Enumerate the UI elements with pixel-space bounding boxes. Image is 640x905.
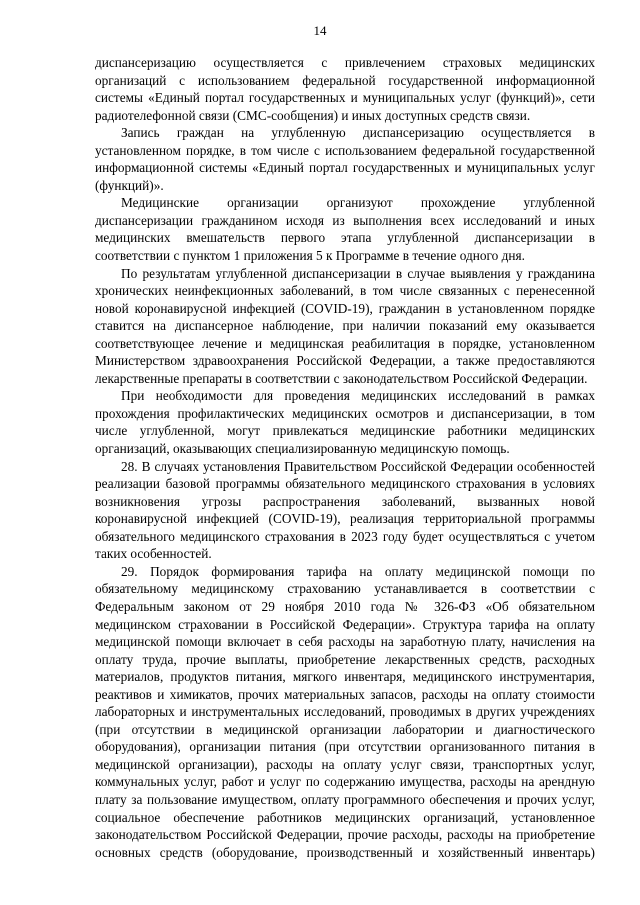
paragraph-item-28: 28. В случаях установления Правительством Российской Федерации особенностей реализации базовой программы обязательного медицинского страхования в условиях возникновения угрозы распространения заболеваний, вызванных новой коронавирусной инфекцией (COVID-19), реализация территориальной программы обязательного медицинского страхования в 2023 году будет осуществляться с учетом таких особенностей. (95, 458, 595, 562)
paragraph-specialists-involvement: При необходимости для проведения медицинских исследований в рамках прохождения профилактических медицинских осмотров и диспансеризации, в том числе углубленной, могут привлекаться медицинские работники медицинских организаций, оказывающих специализированную медицинскую помощь. (95, 388, 595, 457)
document-body (95, 54, 595, 861)
page-number: 14 (313, 23, 327, 38)
paragraph-dispensary-results: По результатам углубленной диспансеризации в случае выявления у гражданина хронических неинфекционных заболеваний, в том числе связанных с перенесенной новой коронавирусной инфекцией (COVID-19), гражданин в установленном порядке ставится на диспансерное наблюдение, при наличии показаний ему оказывается соответствующее лечение и медицинская реабилитация в порядке, установленном Министерством здравоохранения Российской Федерации, а также предоставляются лекарственные препараты в соответствии с законодательством Российской Федерации. (95, 265, 595, 386)
paragraph-dispensary-notification: диспансеризацию осуществляется с привлечением страховых медицинских организаций с использованием федеральной государственной информационной системы «Единый портал государственных и муниципальных услуг (функций)», сети радиотелефонной связи (СМС-сообщения) и иных доступных средств связи. (95, 55, 595, 123)
paragraph-dispensary-organization: Медицинские организации организуют прохождение углубленной диспансеризации гражданином исходя из выполнения всех исследований и иных медицинских вмешательств первого этапа углубленной диспансеризации в соответствии с пунктом 1 приложения 5 к Программе в течение одного дня. (95, 195, 595, 264)
paragraph-item-29: 29. Порядок формирования тарифа на оплату медицинской помощи по обязательному медицинскому страхованию устанавливается в соответствии с Федеральным законом от 29 ноября 2010 года № 326-ФЗ «Об обязательном медицинском страховании в Российской Федерации». Структура тарифа на оплату медицинской помощи включает в себя расходы на заработную плату, начисления на оплату труда, прочие выплаты, приобретение лекарственных средств, расходных материалов, продуктов питания, мягкого инвентаря, медицинского инструментария, реактивов и химикатов, прочих материальных запасов, расходы на оплату стоимости лабораторных и инструментальных исследований, проводимых в других учреждениях (при отсутствии в медицинской организации лаборатории и диагностического оборудования), организации питания (при отсутствии организованного питания в медицинской организации), расходы на оплату услуг связи, транспортных услуг, коммунальных услуг, работ и услуг по содержанию имущества, расходы на арендную плату за пользование имуществом, оплату программного обеспечения и прочих услуг, социальное обеспечение работников медицинских организаций, установленное законодательством Российской Федерации, прочие расходы, расходы на приобретение основных средств (оборудование, производственный и хозяйственный инвентарь) (95, 563, 595, 860)
paragraph-dispensary-registration: Запись граждан на углубленную диспансеризацию осуществляется в установленном порядке, в том числе с использованием федеральной государственной информационной системы «Единый портал государственных и муниципальных услуг (функций)». (95, 125, 595, 193)
